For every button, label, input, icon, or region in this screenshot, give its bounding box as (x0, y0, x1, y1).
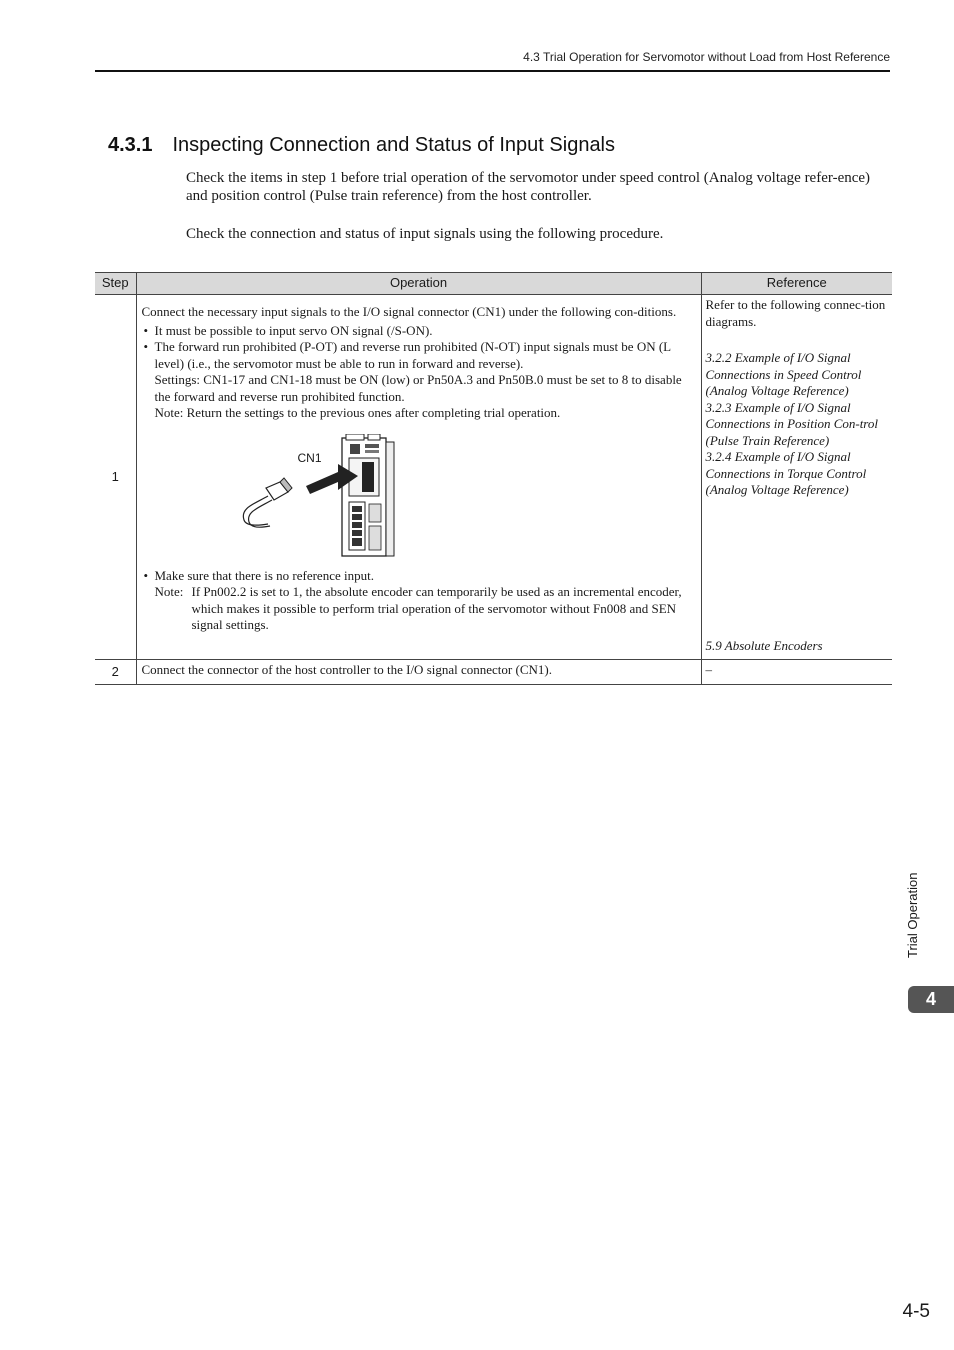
reference-link[interactable]: 3.2.4 Example of I/O Signal Connections in Torque Control (Analog Voltage Reference) (705, 449, 867, 497)
cn1-label: CN1 (297, 450, 322, 465)
note-text: Note: Return the settings to the previous ones after completing trial operation. (154, 405, 561, 420)
table-row (95, 295, 892, 660)
section-title: Inspecting Connection and Status of Input Signals (172, 134, 616, 156)
chapter-tab: 4 (908, 986, 954, 1013)
step-number: 1 (95, 295, 136, 660)
header-step: Step (95, 273, 136, 295)
running-header: 4.3 Trial Operation for Servomotor without Load from Host Reference (523, 50, 890, 64)
operation-cell: Connect the connector of the host controller to the I/O signal connector (CN1). (136, 660, 701, 685)
table-row (95, 660, 892, 685)
step-number: 2 (95, 660, 136, 685)
note-label: Note: (154, 584, 184, 599)
settings-text: Settings: CN1-17 and CN1-18 must be ON (low) or Pn50A.3 and Pn50B.0 must be set to 8 to disable the forward and reverse run prohibited function. (154, 372, 682, 404)
reference-intro: Refer to the following connec-tion diagrams. (705, 297, 886, 329)
reference-cell (701, 295, 892, 660)
reference-link-absolute-encoders[interactable]: 5.9 Absolute Encoders (705, 637, 823, 653)
intro-paragraph-2: Check the connection and status of input signals using the following procedure. (186, 226, 664, 242)
bullet-item: • The forward run prohibited (P-OT) and reverse run prohibited (N-OT) input signals must be ON (L level) (i.e., the servomotor must be able to run in forward and reverse). (142, 339, 695, 372)
reference-link[interactable]: 3.2.3 Example of I/O Signal Connections in Position Con-trol (Pulse Train Reference) (705, 399, 878, 448)
note-body: If Pn002.2 is set to 1, the absolute encoder can temporarily be used as an incremental encoder, which makes it possible to perform trial operation of the servomotor without Fn008 and SEN signal settings. (191, 584, 682, 632)
table-header-row (95, 273, 892, 295)
header-reference: Reference (701, 273, 892, 295)
reference-link[interactable]: 3.2.2 Example of I/O Signal Connections in Speed Control (Analog Voltage Reference) (705, 350, 862, 398)
servopack-connection-figure (297, 434, 672, 564)
intro-text (186, 169, 886, 263)
servopack-drawing-icon (222, 434, 522, 564)
header-rule (95, 70, 890, 72)
procedure-table (95, 272, 892, 685)
intro-paragraph-1: Check the items in step 1 before trial operation of the servomotor under speed control (Analog voltage refer-ence) and position control (Pulse train reference) from the host controller. (186, 170, 871, 204)
side-tab-label: Trial Operation (905, 872, 920, 958)
reference-cell: – (701, 660, 892, 685)
page-number: 4-5 (902, 1301, 930, 1322)
section-number: 4.3.1 (108, 134, 153, 156)
header-operation: Operation (136, 273, 701, 295)
bullet-item: • Make sure that there is no reference input. (142, 568, 695, 585)
bullet-item: • It must be possible to input servo ON signal (/S-ON). (142, 323, 695, 340)
absolute-encoder-note (142, 584, 695, 634)
section-heading (108, 134, 615, 157)
operation-cell (136, 295, 701, 660)
operation-intro: Connect the necessary input signals to the I/O signal connector (CN1) under the following con-ditions. (141, 304, 677, 319)
